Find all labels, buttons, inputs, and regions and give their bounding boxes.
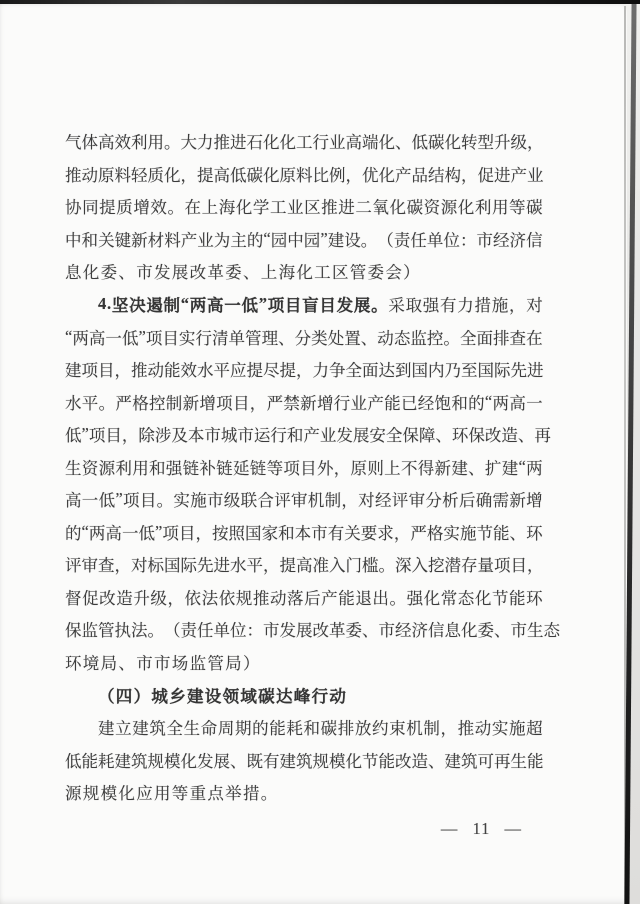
text-line: “ 两 高 一 低 ” 项 目 实 行 清 单 管 理 、 分 类 处 置 、 动 态 监 控 。 全 面 排 查 在 [65,326,543,348]
document-text-block [65,125,560,845]
text-line: 的 “ 两 高 一 低 ” 项 目 ， 按 照 国 家 和 本 市 有 关 要 求 ， 严 格 实 施 节 能 、 环 [65,521,543,543]
text-line: 建 立 建 筑 全 生 命 周 期 的 能 耗 和 碳 排 放 约 束 机 制 ， 推 动 实 施 超 [98,719,543,739]
body-lines [65,125,560,808]
text-line: 环 境 局 、 市 市 场 监 管 局 ） [65,654,260,674]
scan-top-edge [0,0,640,4]
text-line: 源 规 模 化 应 用 等 重 点 举 措 。 [65,784,278,804]
text-line: 生 资 源 利 用 和 强 链 补 链 延 链 等 项 目 外 ， 原 则 上 不 得 新 建 、 扩 建 “ 两 [65,456,543,478]
text-line: 保 监 管 执 法 。 （ 责 任 单 位 ： 市 发 展 改 革 委 、 市 经 济 信 息 化 委 、 市 生 态 [65,621,560,641]
text-line: 高 一 低 ” 项 目 。 实 施 市 级 联 合 评 审 机 制 ， 对 经 评 审 分 析 后 确 需 新 增 [65,489,543,511]
text-line: 协 同 提 质 增 效 。 在 上 海 化 学 工 业 区 推 进 二 氧 化 碳 资 源 化 利 用 等 碳 [65,198,543,218]
text-line: 水 平 。 严 格 控 制 新 增 项 目 ， 严 禁 新 增 行 业 产 能 已 经 饱 和 的 “ 两 高 一 [65,391,543,413]
text-line: 建 项 目 ， 推 动 能 效 水 平 应 提 尽 提 ， 力 争 全 面 达 到 国 内 乃 至 国 际 先 进 [65,361,544,381]
text-line: 督 促 改 造 升 级 ， 依 法 依 规 推 动 落 后 产 能 退 出 。 强 化 常 态 化 节 能 环 [65,588,543,608]
page-number: — 11 — [440,819,522,839]
text-line: 息 化 委 、 市 发 展 改 革 委 、 上 海 化 工 区 管 委 会 ） [65,263,420,283]
text-line: 气 体 高 效 利 用 。 大 力 推 进 石 化 化 工 行 业 高 端 化 、 低 碳 化 转 型 升 级 ， [65,133,544,153]
text-line: 低 ” 项 目 ， 除 涉 及 本 市 城 市 运 行 和 产 业 发 展 安 全 保 障 、 环 保 改 造 、 再 [65,424,551,446]
document-page [0,4,627,904]
text-line: 推 动 原 料 轻 质 化 ， 提 高 低 碳 化 原 料 比 例 ， 优 化 产 品 结 构 ， 促 进 产 业 [65,165,544,185]
text-line: 低 能 耗 建 筑 规 模 化 发 展 、 既 有 建 筑 规 模 化 节 能 改 造 、 建 筑 可 再 生 能 [65,751,544,771]
text-line: 4 . 坚 决 遏 制 “ 两 高 一 低 ” 项 目 盲 目 发 展 。 采 取 强 有 力 措 施 ， 对 [98,294,543,315]
text-line: 中 和 关 键 新 材 料 产 业 为 主 的 “ 园 中 园 ” 建 设 。 （ 责 任 单 位 ： 市 经 济 信 [65,228,543,250]
text-line: 评 审 查 ， 对 标 国 际 先 进 水 平 ， 提 高 准 入 门 槛 。 深 入 挖 潜 存 量 项 目 ， [65,556,544,576]
text-line: （ 四 ） 城 乡 建 设 领 域 碳 达 峰 行 动 [98,686,346,706]
